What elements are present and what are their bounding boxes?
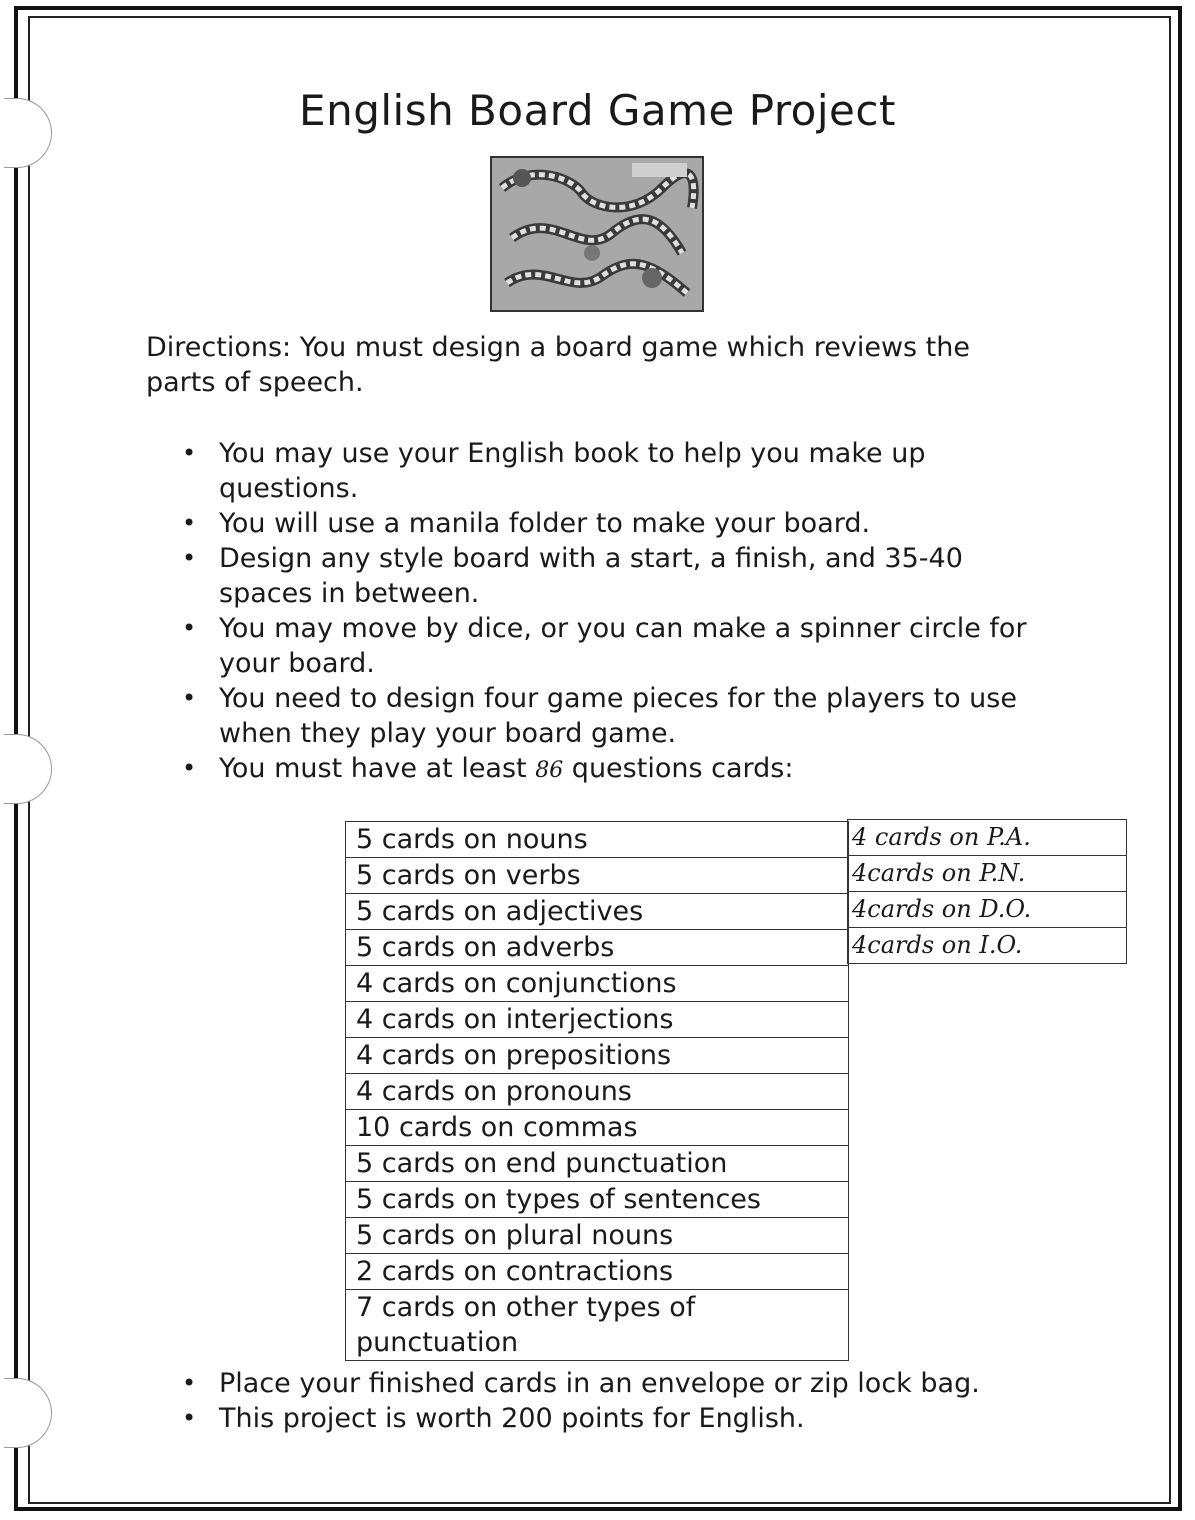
list-item: • You may move by dice, or you can make a spinner circle for your board. <box>146 611 1046 681</box>
table-row <box>346 1290 849 1361</box>
table-cell: 10 cards on commas <box>346 1110 849 1146</box>
instructions-list <box>146 436 1046 788</box>
handwritten-number: 86 <box>535 758 564 783</box>
list-item: • You will use a manila folder to make your board. <box>146 506 1046 541</box>
table-row <box>848 892 1127 928</box>
table-cell: 2 cards on contractions <box>346 1254 849 1290</box>
handwritten-table <box>847 819 1127 964</box>
table-row <box>346 858 849 894</box>
list-item-text: You must have at least <box>219 753 536 784</box>
list-item: • Place your finished cards in an envelope or zip lock bag. <box>146 1366 1046 1401</box>
table-row <box>848 856 1127 892</box>
list-item: • You need to design four game pieces for the players to use when they play your board game. <box>146 681 1046 751</box>
list-item <box>146 751 1046 788</box>
table-row <box>346 930 849 966</box>
list-item-text: questions cards: <box>563 753 794 784</box>
handwritten-cell: 4cards on I.O. <box>848 928 1127 964</box>
handwritten-cell: 4cards on P.N. <box>848 856 1127 892</box>
table-row <box>848 820 1127 856</box>
table-row <box>346 1110 849 1146</box>
table-row <box>346 1182 849 1218</box>
table-row <box>346 1254 849 1290</box>
table-cell: 5 cards on adverbs <box>346 930 849 966</box>
table-cell: 4 cards on conjunctions <box>346 966 849 1002</box>
table-row <box>346 822 849 858</box>
page-title: English Board Game Project <box>299 86 896 135</box>
table-cell: 4 cards on pronouns <box>346 1074 849 1110</box>
table-row <box>346 1038 849 1074</box>
table-cell: 5 cards on nouns <box>346 822 849 858</box>
table-row <box>346 1074 849 1110</box>
table-cell: 4 cards on interjections <box>346 1002 849 1038</box>
table-cell: 5 cards on adjectives <box>346 894 849 930</box>
board-game-image <box>490 156 704 312</box>
table-cell: 4 cards on prepositions <box>346 1038 849 1074</box>
list-item: • Design any style board with a start, a finish, and 35-40 spaces in between. <box>146 541 1046 611</box>
list-item: • This project is worth 200 points for English. <box>146 1401 1046 1436</box>
table-row <box>346 1002 849 1038</box>
table-cell: 5 cards on plural nouns <box>346 1218 849 1254</box>
list-item: • You may use your English book to help you make up questions. <box>146 436 1046 506</box>
table-cell: 5 cards on end punctuation <box>346 1146 849 1182</box>
table-row <box>346 1146 849 1182</box>
table-cell: 5 cards on types of sentences <box>346 1182 849 1218</box>
table-cell: 5 cards on verbs <box>346 858 849 894</box>
table-row <box>346 966 849 1002</box>
table-row <box>346 894 849 930</box>
cards-table <box>345 821 849 1361</box>
table-row <box>848 928 1127 964</box>
closing-list <box>146 1366 1046 1436</box>
directions-text: Directions: You must design a board game which reviews the parts of speech. <box>146 332 970 398</box>
table-row <box>346 1218 849 1254</box>
handwritten-cell: 4cards on D.O. <box>848 892 1127 928</box>
handwritten-cell: 4 cards on P.A. <box>848 820 1127 856</box>
table-cell: 7 cards on other types of punctuation <box>346 1290 849 1361</box>
